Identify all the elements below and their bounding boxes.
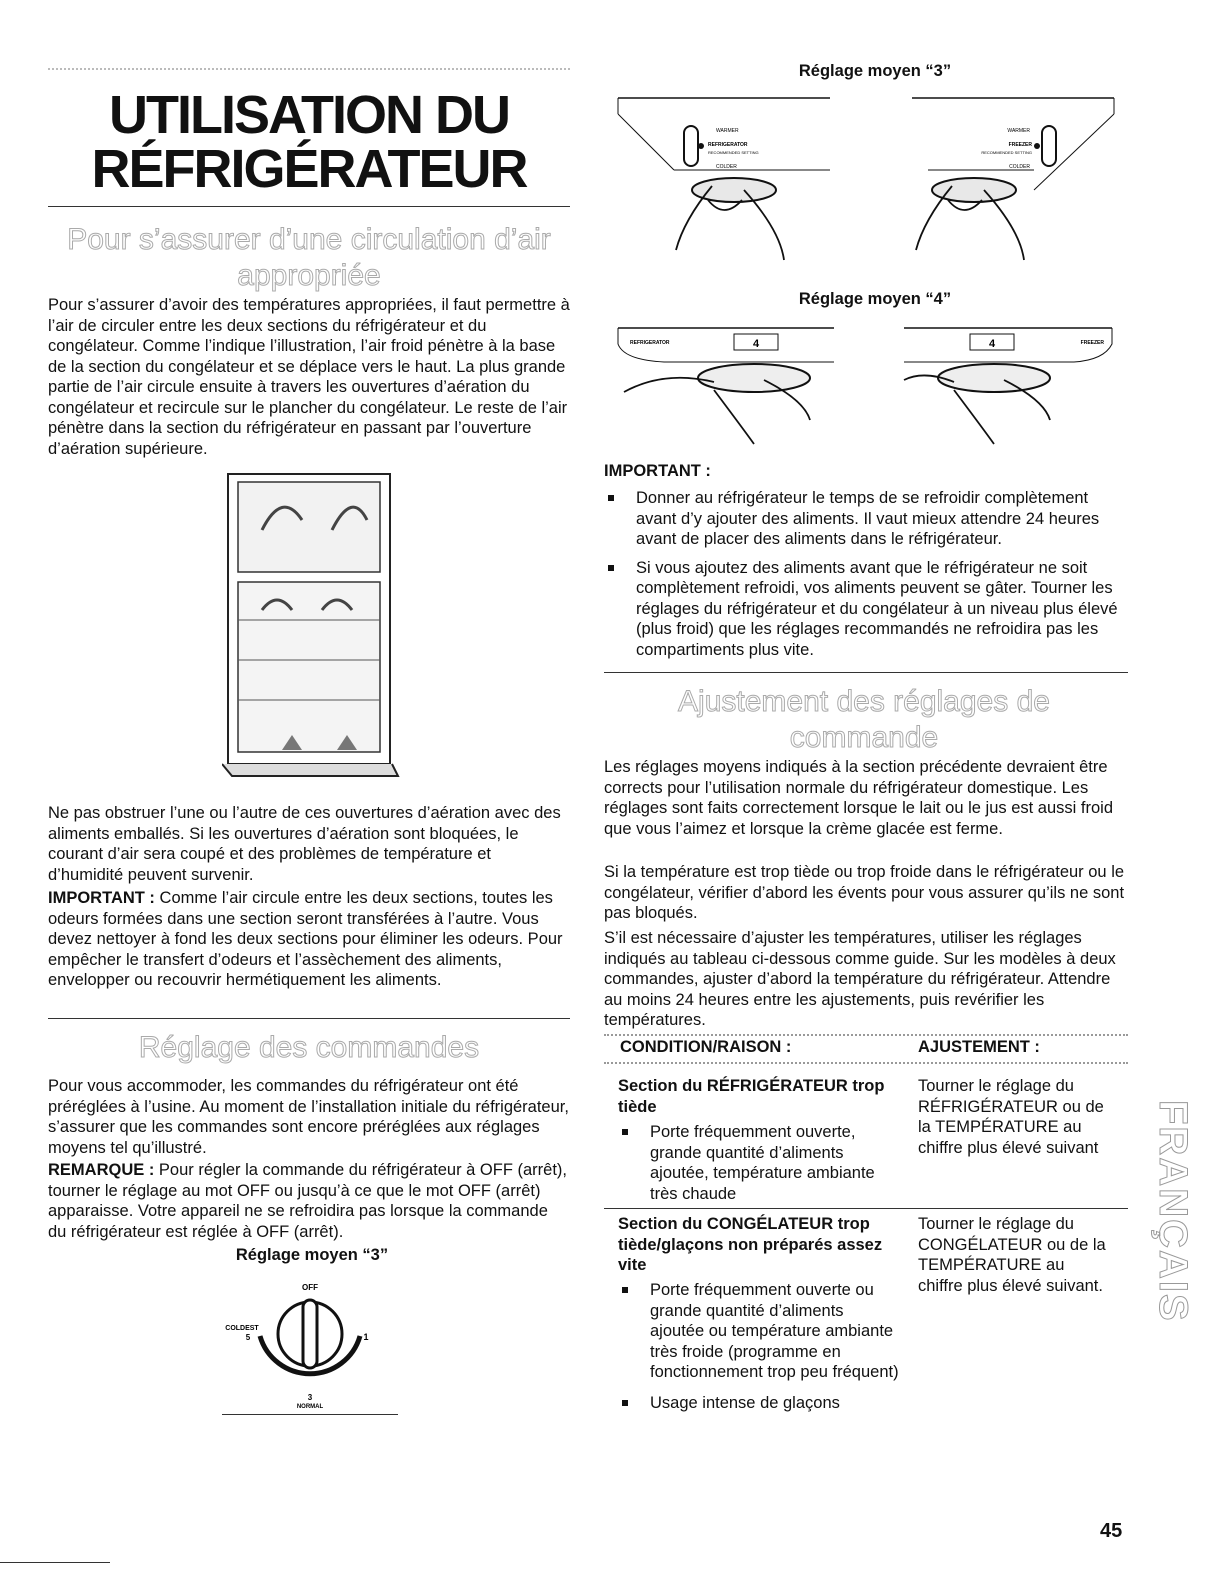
bullet-square-icon xyxy=(622,1129,628,1135)
dial-normal-label: NORMAL xyxy=(296,1404,324,1410)
air-important-note xyxy=(48,888,570,991)
important-bullets xyxy=(604,488,1124,668)
heading-reglage-commandes: Réglage des commandes xyxy=(138,1031,480,1064)
title-rule xyxy=(48,206,570,207)
p4l-label: REFRIGERATOR xyxy=(630,340,670,346)
refrigerator-airflow-illustration xyxy=(222,470,402,788)
list-item xyxy=(618,1280,900,1383)
table-header-adjustment: AJUSTEMENT : xyxy=(918,1038,1040,1056)
table-top-rule xyxy=(604,1034,1128,1036)
bullet-text: Porte fréquemment ouverte, grande quantité d’aliments ajoutée, température ambiante très chaude xyxy=(650,1123,875,1203)
dial-caption: Réglage moyen “3” xyxy=(235,1246,389,1264)
bullet-square-icon xyxy=(622,1287,628,1293)
bullet-square-icon xyxy=(608,495,614,501)
air-paragraph-1: Pour s’assurer d’avoir des températures appropriées, il faut permettre à l’air de circuler entre les deux sections du réfrigérateur et du congélateur. Comme l’indique l’illustration, l’air froid pénètre à la base de la section du congélateur et se déplace vers le haut. La plus grande partie de l’air circule ensuite à travers les ouvertures d’aération du congélateur et recircule sur le plancher du congélateur. Le reste de l’air pénètre dans la section du réfrigérateur en passant par l’ouverture d’aération supérieure. xyxy=(48,296,570,458)
dial-five-label: 5 xyxy=(245,1333,251,1342)
ajustement-paragraph-1: Les réglages moyens indiqués à la section précédente devraient être corrects pour l’utilisation normale du réfrigérateur domestique. Les réglages sont faits correctement lorsque le lait ou le jus est aussi froid que vous l’aimez et lorsque la crème glacée est ferme. xyxy=(604,758,1114,838)
list-item xyxy=(618,1393,900,1414)
commandes-rule xyxy=(48,1018,570,1019)
control-dial-illustration xyxy=(220,1276,400,1426)
remarque-text: Pour régler la commande du réfrigérateur à OFF (arrêt), tourner le réglage au mot OFF ou jusqu’à ce que le mot OFF (arrêt) apparaisse. Votre appareil ne se refroidira pas lorsque la commande du réfrigérateur est réglée à OFF (arrêt). xyxy=(48,1161,567,1241)
bullet-text: Porte fréquemment ouverte ou grande quantité d’aliments ajoutée ou température ambiante très froide (programme en fonctionnement trop peu fréquent) xyxy=(650,1281,899,1381)
p3l-warmer: WARMER xyxy=(716,128,739,134)
ajustement-paragraph-2: Si la température est trop tiède ou trop froide dans le réfrigérateur ou le congélateur, vérifier d’abord les évents pour vous assurer qu’ils ne sont pas bloqués. xyxy=(604,863,1125,922)
ajustement-rule xyxy=(604,672,1128,673)
page-title-line1: UTILISATION DU xyxy=(109,85,509,145)
bullet-text: Usage intense de glaçons xyxy=(650,1393,840,1412)
heading-ajustement-line1: Ajustement des réglages de xyxy=(678,685,1050,718)
air-important-text: Comme l’air circule entre les deux sections, toutes les odeurs formées dans une section seront transférées à l’autre. Vous devez nettoyer à fond les deux sections pour éliminer les odeurs. Pour empêcher le transfert d’odeurs et l’assèchement des aliments, envelopper ou recouvrir hermétiquement les aliments. xyxy=(48,889,563,989)
p4r-label: FREEZER xyxy=(1080,340,1104,346)
right-important-label: IMPORTANT : xyxy=(604,462,711,480)
p3l-rec: RECOMMENDED SETTING xyxy=(708,150,759,155)
table-row-2-bullets xyxy=(618,1280,900,1421)
panel3-caption: Réglage moyen “3” xyxy=(798,62,952,80)
dial-one-label: 1 xyxy=(363,1332,369,1342)
list-item xyxy=(604,488,1124,550)
heading-air-line2: appropriée xyxy=(237,259,381,292)
list-item xyxy=(604,558,1124,661)
table-row-rule xyxy=(604,1208,1128,1209)
p3l-colder: COLDER xyxy=(716,164,737,170)
p3r-colder: COLDER xyxy=(1009,164,1030,170)
table-row-2-adjustment: Tourner le réglage du CONGÉLATEUR ou de la TEMPÉRATURE au chiffre plus élevé suivant. xyxy=(918,1215,1106,1295)
p3l-label: REFRIGERATOR xyxy=(708,142,748,148)
remarque-note xyxy=(48,1160,570,1242)
p3r-label: FREEZER xyxy=(1008,142,1032,148)
heading-ajustement-line2: commande xyxy=(789,721,939,754)
table-row-1-adjustment: Tourner le réglage du RÉFRIGÉRATEUR ou de la TEMPÉRATURE au chiffre plus élevé suivant xyxy=(918,1077,1104,1157)
table-row-1-title: Section du RÉFRIGÉRATEUR trop tiède xyxy=(618,1077,885,1116)
table-row-2-title: Section du CONGÉLATEUR trop tiède/glaçons non préparés assez vite xyxy=(618,1215,883,1274)
dial-off-label: OFF xyxy=(302,1283,318,1292)
control-panel-setting-3-illustration xyxy=(604,90,1124,280)
page-number: 45 xyxy=(1100,1520,1123,1542)
bullet-square-icon xyxy=(608,565,614,571)
heading-ajustement xyxy=(604,684,1124,756)
remarque-label: REMARQUE : xyxy=(48,1161,155,1179)
page-title-line2: RÉFRIGÉRATEUR xyxy=(91,139,527,199)
ajustement-paragraph-3: S’il est nécessaire d’ajuster les températures, utiliser les réglages indiqués au tableau ci-dessous comme guide. Sur les modèles à deux commandes, ajuster d’abord la température du réfrigérateur. Attendre au moins 24 heures entre les ajustements, puis revérifier les températures. xyxy=(604,929,1116,1029)
list-item xyxy=(618,1122,878,1204)
air-important-label: IMPORTANT : xyxy=(48,889,155,907)
control-panel-setting-4-illustration xyxy=(604,320,1124,450)
table-header-condition: CONDITION/RAISON : xyxy=(620,1038,792,1056)
heading-air-circulation xyxy=(48,222,570,294)
table-header-rule xyxy=(604,1062,1128,1064)
bullet-square-icon xyxy=(622,1400,628,1406)
bullet-text: Si vous ajoutez des aliments avant que le réfrigérateur ne soit complètement refroidi, vos aliments peuvent se gâter. Tourner les réglages du réfrigérateur et du congélateur à un niveau plus élevé (plus froid) que les réglages recommandés ne refroidira pas les compartiments plus vite. xyxy=(636,558,1118,659)
table-row-1-bullets xyxy=(618,1122,878,1212)
panel4-caption: Réglage moyen “4” xyxy=(798,290,952,308)
top-rule xyxy=(48,68,570,70)
heading-air-line1: Pour s’assurer d’une circulation d’air xyxy=(67,223,551,256)
page-title xyxy=(48,85,570,199)
dial-coldest-label: COLDEST xyxy=(225,1325,259,1332)
p4l-value: 4 xyxy=(752,338,760,350)
bottom-rule xyxy=(0,1562,110,1563)
p3r-rec: RECOMMENDED SETTING xyxy=(981,150,1032,155)
dial-rule xyxy=(222,1414,398,1415)
p3r-warmer: WARMER xyxy=(1007,128,1030,134)
language-side-tab: FRANÇAIS xyxy=(1151,1100,1195,1323)
commandes-paragraph: Pour vous accommoder, les commandes du réfrigérateur ont été préréglées à l’usine. Au moment de l’installation initiale du réfrigérateur, s’assurer que les commandes sont encore préréglées aux réglages moyens tel qu’illustré. xyxy=(48,1077,569,1157)
p4r-value: 4 xyxy=(988,338,996,350)
air-paragraph-2: Ne pas obstruer l’une ou l’autre de ces ouvertures d’aération avec des aliments emballés. Si les ouvertures d’aération sont bloquées, le courant d’air sera coupé et des problèmes de température et d’humidité peuvent survenir. xyxy=(48,804,561,884)
bullet-text: Donner au réfrigérateur le temps de se refroidir complètement avant d’y ajouter des aliments. Il vaut mieux attendre 24 heures avant de placer des aliments dans le réfrigérateur. xyxy=(636,489,1100,548)
dial-three-label: 3 xyxy=(307,1393,313,1402)
